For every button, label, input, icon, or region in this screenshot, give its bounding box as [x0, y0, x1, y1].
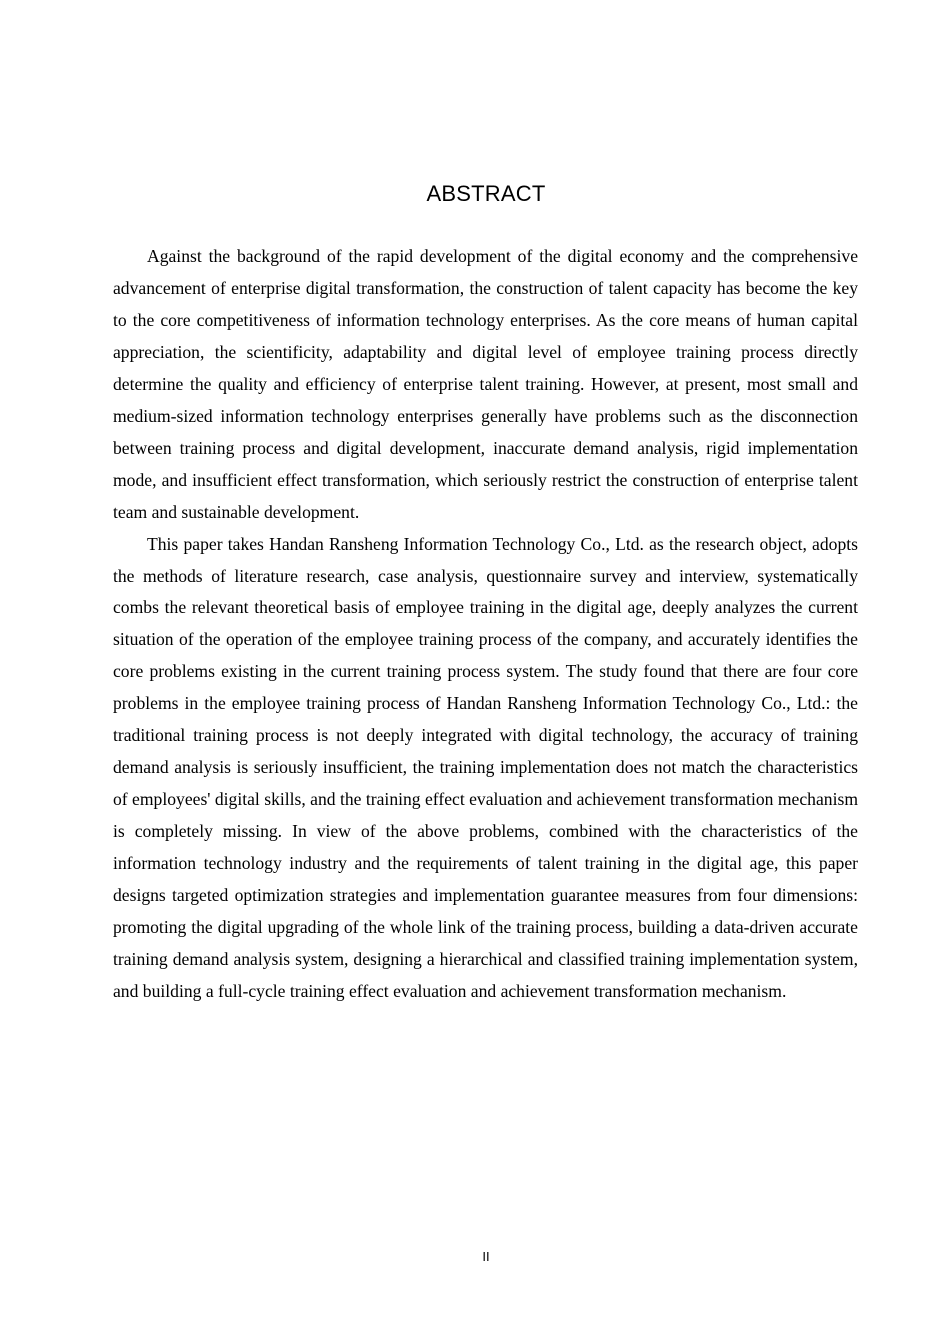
abstract-paragraph-2: This paper takes Handan Ransheng Information Technology Co., Ltd. as the research object, adopts the methods of literature research, case analysis, questionnaire survey and interview, systematically combs the relevant theoretical basis of employee training in the digital age, deeply analyzes the current situation of the operation of the employee training process of the company, and accurately identifies the core problems existing in the current training process system. The study found that there are four core problems in the employee training process of Handan Ransheng Information Technology Co., Ltd.: the traditional training process is not deeply integrated with digital technology, the accuracy of training demand analysis is seriously insufficient, the training implementation does not match the characteristics of employees' digital skills, and the training effect evaluation and achievement transformation mechanism is completely missing. In view of the above problems, combined with the characteristics of the information technology industry and the requirements of talent training in the digital age, this paper designs targeted optimization strategies and implementation guarantee measures from four dimensions: promoting the digital upgrading of the whole link of the training process, building a data-driven accurate training demand analysis system, designing a hierarchical and classified training implementation system, and building a full-cycle training effect evaluation and achievement transformation mechanism. — [113, 533, 858, 1001]
page-title: ABSTRACT — [426, 181, 546, 206]
abstract-body — [113, 241, 858, 1008]
page-number: II — [482, 1249, 490, 1264]
abstract-paragraph-1: Against the background of the rapid development of the digital economy and the comprehensive advancement of enterprise digital transformation, the construction of talent capacity has become the key to the core competitiveness of information technology enterprises. As the core means of human capital appreciation, the scientificity, adaptability and digital level of employee training process directly determine the quality and efficiency of enterprise talent training. However, at present, most small and medium-sized information technology enterprises generally have problems such as the disconnection between training process and digital development, inaccurate demand analysis, rigid implementation mode, and insufficient effect transformation, which seriously restrict the construction of enterprise talent team and sustainable development. — [113, 246, 858, 522]
